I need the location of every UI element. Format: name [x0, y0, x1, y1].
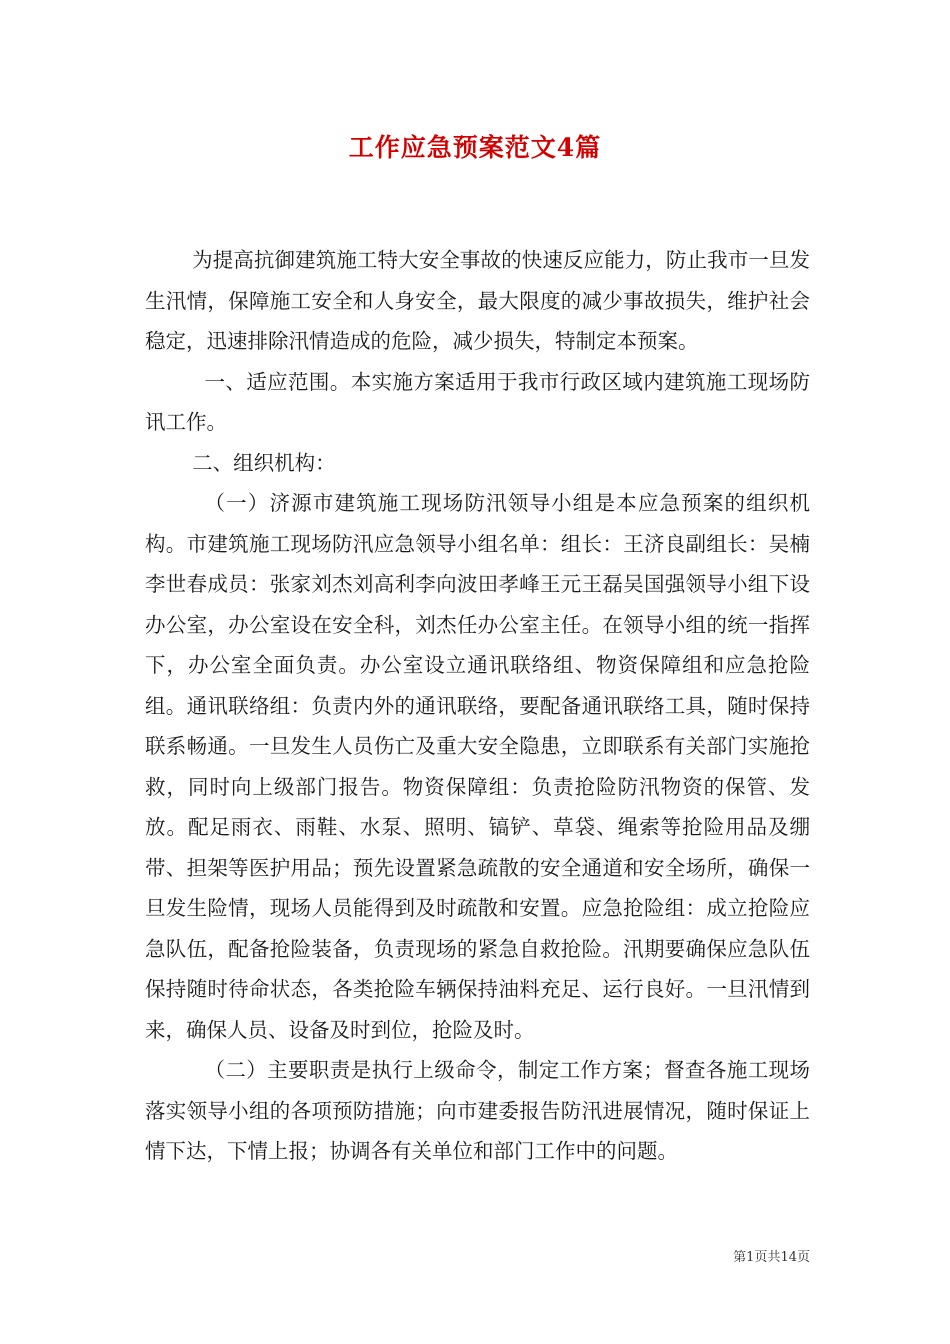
document-title: 工作应急预案范文4篇	[348, 133, 602, 162]
paragraph-responsibilities: （二）主要职责是执行上级命令，制定工作方案；督查各施工现场落实领导小组的各项预防措施；向市建委报告防汛进展情况，随时保证上情下达，下情上报；协调各有关单位和部门工作中的问题。	[145, 1058, 810, 1163]
paragraph-organization-heading: 二、组织机构：	[192, 450, 336, 475]
page-number: 第1页共14页	[733, 1250, 810, 1265]
paragraph-scope: 一、适应范围。本实施方案适用于我市行政区域内建筑施工现场防讯工作。	[145, 369, 810, 434]
paragraph-intro: 为提高抗御建筑施工特大安全事故的快速反应能力，防止我市一旦发生汛情，保障施工安全和人身安全，最大限度的减少事故损失，维护社会稳定，迅速排除汛情造成的危险，减少损失，特制定本预案。	[145, 248, 810, 353]
document-body	[145, 240, 810, 1172]
paragraph-organization-detail: （一）济源市建筑施工现场防汛领导小组是本应急预案的组织机构。市建筑施工现场防汛应急领导小组名单：组长：王济良副组长：吴楠李世春成员：张家刘杰刘高利李向波田孝峰王元王磊吴国强领导小组下设办公室，办公室设在安全科，刘杰任办公室主任。在领导小组的统一指挥下，办公室全面负责。办公室设立通讯联络组、物资保障组和应急抢险组。通讯联络组：负责内外的通讯联络，要配备通讯联络工具，随时保持联系畅通。一旦发生人员伤亡及重大安全隐患，立即联系有关部门实施抢救，同时向上级部门报告。物资保障组：负责抢险防汛物资的保管、发放。配足雨衣、雨鞋、水泵、照明、镐铲、草袋、绳索等抢险用品及绷带、担架等医护用品；预先设置紧急疏散的安全通道和安全场所，确保一旦发生险情，现场人员能得到及时疏散和安置。应急抢险组：成立抢险应急队伍，配备抢险装备，负责现场的紧急自救抢险。汛期要确保应急队伍保持随时待命状态，各类抢险车辆保持油料充足、运行良好。一旦汛情到来，确保人员、设备及时到位，抢险及时。	[145, 491, 810, 1042]
